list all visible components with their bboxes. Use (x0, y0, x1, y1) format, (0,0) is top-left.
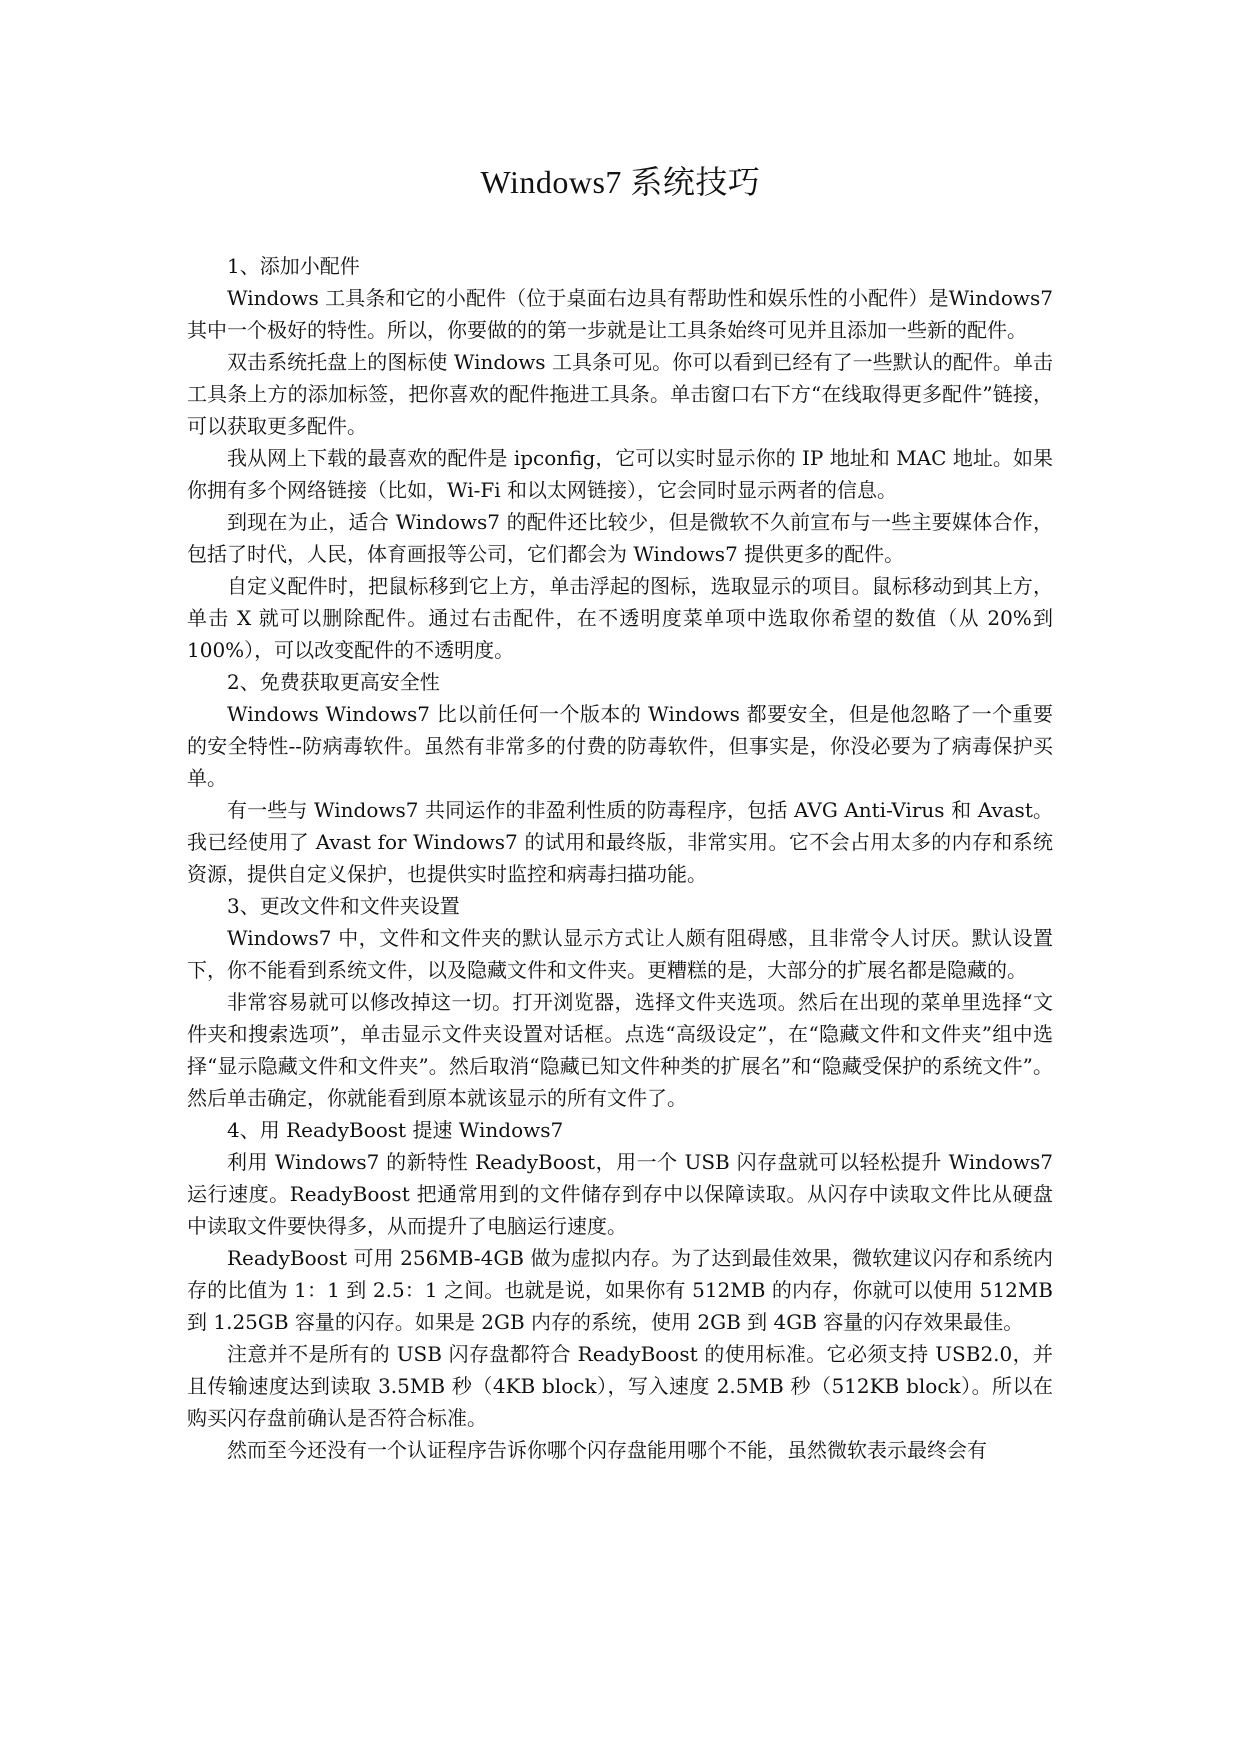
paragraph: ReadyBoost 可用 256MB-4GB 做为虚拟内存。为了达到最佳效果，微软建议闪存和系统内存的比值为 1：1 到 2.5：1 之间。也就是说，如果你有 512MB 的内存，你就可以使用 512MB 到 1.25GB 容量的闪存。如果是 2GB 内存的系统，使用 2GB 到 4GB 容量的闪存效果最佳。 (187, 1246, 1053, 1334)
document-title: Windows7 系统技巧 (480, 164, 761, 200)
paragraph: Windows7 中，文件和文件夹的默认显示方式让人颇有阻碍感，且非常令人讨厌。默认设置下，你不能看到系统文件，以及隐藏文件和文件夹。更糟糕的是，大部分的扩展名都是隐藏的。 (187, 926, 1053, 982)
paragraph: 自定义配件时，把鼠标移到它上方，单击浮起的图标，选取显示的项目。鼠标移动到其上方，单击 X 就可以删除配件。通过右击配件，在不透明度菜单项中选取你希望的数值（从 20%到 100%），可以改变配件的不透明度。 (187, 574, 1053, 662)
paragraph: Windows Windows7 比以前任何一个版本的 Windows 都要安全，但是他忽略了一个重要的安全特性--防病毒软件。虽然有非常多的付费的防毒软件，但事实是，你没必要为了病毒保护买单。 (187, 702, 1053, 790)
paragraph: Windows 工具条和它的小配件（位于桌面右边具有帮助性和娱乐性的小配件）是Windows7 其中一个极好的特性。所以，你要做的的第一步就是让工具条始终可见并且添加一些新的配件。 (187, 286, 1053, 342)
paragraph: 非常容易就可以修改掉这一切。打开浏览器，选择文件夹选项。然后在出现的菜单里选择“文件夹和搜索选项”，单击显示文件夹设置对话框。点选“高级设定”，在“隐藏文件和文件夹”组中选择“显示隐藏文件和文件夹”。然后取消“隐藏已知文件种类的扩展名”和“隐藏受保护的系统文件”。然后单击确定，你就能看到原本就该显示的所有文件了。 (187, 990, 1053, 1110)
paragraph: 利用 Windows7 的新特性 ReadyBoost，用一个 USB 闪存盘就可以轻松提升 Windows7 运行速度。ReadyBoost 把通常用到的文件储存到存中以保障读取。从闪存中读取文件比从硬盘中读取文件要快得多，从而提升了电脑运行速度。 (187, 1150, 1053, 1238)
section-heading: 2、免费获取更高安全性 (227, 670, 440, 694)
document-body (187, 250, 1053, 1466)
paragraph: 到现在为止，适合 Windows7 的配件还比较少，但是微软不久前宣布与一些主要媒体合作，包括了时代，人民，体育画报等公司，它们都会为 Windows7 提供更多的配件。 (187, 510, 1053, 566)
paragraph: 注意并不是所有的 USB 闪存盘都符合 ReadyBoost 的使用标准。它必须支持 USB2.0，并且传输速度达到读取 3.5MB 秒（4KB block），写入速度 2.5MB 秒（512KB block）。所以在购买闪存盘前确认是否符合标准。 (187, 1342, 1053, 1430)
section-heading: 1、添加小配件 (227, 254, 360, 278)
section-heading: 4、用 ReadyBoost 提速 Windows7 (227, 1118, 564, 1142)
section-heading: 3、更改文件和文件夹设置 (227, 894, 460, 918)
paragraph: 然而至今还没有一个认证程序告诉你哪个闪存盘能用哪个不能，虽然微软表示最终会有 (227, 1438, 987, 1462)
paragraph: 有一些与 Windows7 共同运作的非盈利性质的防毒程序，包括 AVG Anti-Virus 和 Avast。我已经使用了 Avast for Windows7 的试用和最终版，非常实用。它不会占用太多的内存和系统资源，提供自定义保护，也提供实时监控和病毒扫描功能。 (187, 798, 1053, 886)
paragraph: 我从网上下载的最喜欢的配件是 ipconfig，它可以实时显示你的 IP 地址和 MAC 地址。如果你拥有多个网络链接（比如，Wi-Fi 和以太网链接），它会同时显示两者的信息。 (187, 446, 1053, 502)
paragraph: 双击系统托盘上的图标使 Windows 工具条可见。你可以看到已经有了一些默认的配件。单击工具条上方的添加标签，把你喜欢的配件拖进工具条。单击窗口右下方“在线取得更多配件”链接，可以获取更多配件。 (187, 350, 1053, 438)
